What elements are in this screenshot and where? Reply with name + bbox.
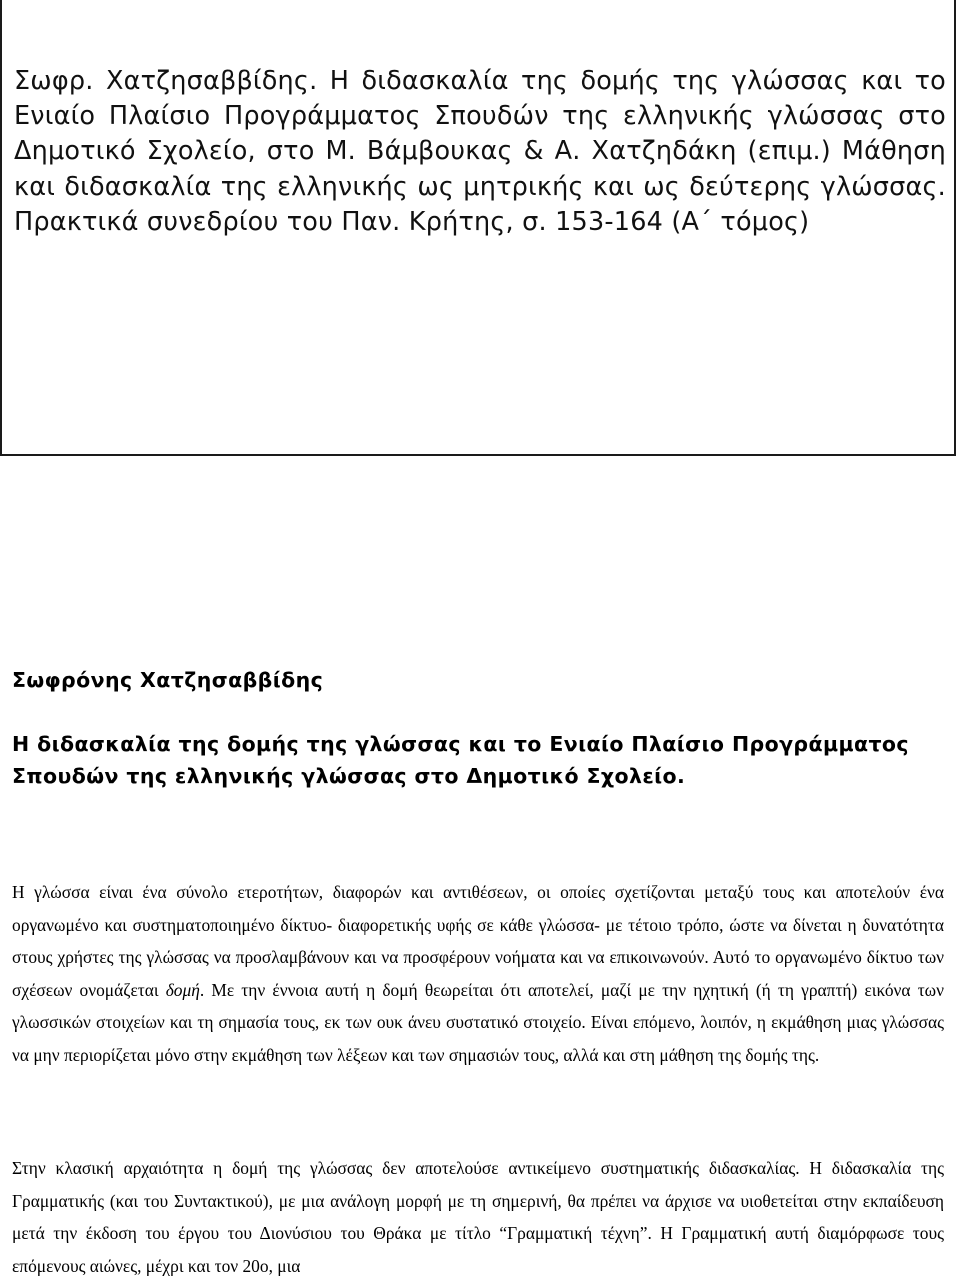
emphasized-term: δομή — [165, 979, 200, 1000]
article-title: Η διδασκαλία της δομής της γλώσσας και το Ενιαίο Πλαίσιο Προγράμματος Σπουδών της ελληνικής γλώσσας στο Δημοτικό Σχολείο. — [12, 732, 909, 788]
body-paragraph: Στην κλασική αρχαιότητα η δομή της γλώσσας δεν αποτελούσε αντικείμενο συστηματικής διδασκαλίας. Η διδασκαλία της Γραμματικής (και του Συντακτικού), με μια ανάλογη μορφή με τη σημερινή, θα πρέπει να άρχισε να υιοθετείται στην εκπαίδευση μετά την έκδοση του έργου του Διονύσιου του Θράκα με τίτλο “Γραμματική τέχνη”. Η Γραμματική αυτή διαμόρφωσε τους επόμενους αιώνες, μέχρι και τον 20ο, μια — [12, 1158, 944, 1276]
author-name: Σωφρόνης Χατζησαββίδης — [12, 668, 324, 692]
citation-text: Σωφρ. Χατζησαββίδης. Η διδασκαλία της δομής της γλώσσας και το Ενιαίο Πλαίσιο Προγράμματος Σπουδών της ελληνικής γλώσσας στο Δημοτικό Σχολείο, στο Μ. Βάμβουκας & Α. Χατζηδάκη (επιμ.) Μάθηση και διδασκαλία της ελληνικής ως μητρικής και ως δεύτερης γλώσσας. Πρακτικά συνεδρίου του Παν. Κρήτης, σ. 153-164 (Α΄ τόμος) — [14, 66, 946, 237]
paragraph-text: . Με την έννοια αυτή η δομή θεωρείται ότι αποτελεί, μαζί με την ηχητική (ή τη γραπτή) εικόνα των γλωσσικών στοιχείων και τη σημασία τους, εκ των ουκ άνευ συστατικό στοιχείο. Είναι επόμενο, λοιπόν, η εκμάθηση μιας γλώσσας να μην περιορίζεται μόνο στην εκμάθηση των λέξεων και των σημασιών τους, αλλά και στη μάθηση της δομής της. — [12, 979, 944, 1065]
citation-box — [0, 0, 956, 456]
body-paragraph — [12, 876, 944, 1072]
paragraph-text: Η γλώσσα είναι ένα σύνολο ετεροτήτων, διαφορών και αντιθέσεων, οι οποίες σχετίζονται μεταξύ τους και αποτελούν ένα οργανωμένο και συστηματοποιημένο δίκτυο- διαφορετικής υφής σε κάθε γλώσσα- με τέτοιο τρόπο, ώστε να δίνεται η δυνατότητα στους χρήστες της γλώσσας να προσλαμβάνουν και να προσφέρουν νοήματα και να επικοινωνούν. Αυτό το οργανωμένο δίκτυο των σχέσεων ονομάζεται — [12, 882, 944, 1000]
